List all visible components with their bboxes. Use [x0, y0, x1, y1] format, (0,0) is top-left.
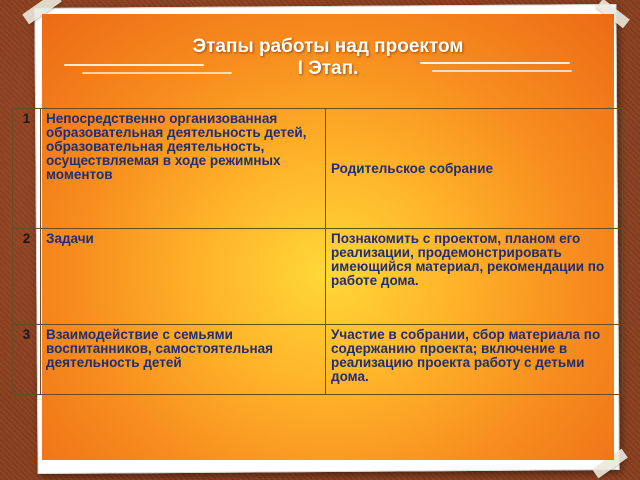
content-cell: Участие в собрании, сбор материала по содержанию проекта; включение в реализацию проекта работу с детьми дома. — [326, 325, 623, 395]
decorative-line-left-1 — [64, 64, 204, 66]
row-number: 3 — [13, 325, 41, 395]
decorative-line-right-1 — [420, 62, 570, 64]
table-row — [13, 325, 623, 395]
content-cell: Познакомить с проектом, планом его реализации, продемонстрировать имеющийся материал, рекомендации по работе дома. — [326, 229, 623, 325]
row-number: 2 — [13, 229, 41, 325]
decorative-line-right-2 — [432, 70, 572, 72]
activity-cell: Непосредственно организованная образовательная деятельность детей, образовательная деятельность, осуществляемая в ходе режимных моментов — [41, 109, 326, 229]
slide-subtitle: I Этап. — [297, 58, 359, 79]
table-row — [13, 229, 623, 325]
project-stages-table — [12, 108, 623, 395]
slide-title: Этапы работы над проектом — [192, 36, 464, 57]
row-number: 1 — [13, 109, 41, 229]
content-cell: Родительское собрание — [326, 109, 623, 229]
activity-cell: Взаимодействие с семьями воспитанников, самостоятельная деятельность детей — [41, 325, 326, 395]
activity-cell: Задачи — [41, 229, 326, 325]
decorative-line-left-2 — [82, 72, 232, 74]
table-row — [13, 109, 623, 229]
